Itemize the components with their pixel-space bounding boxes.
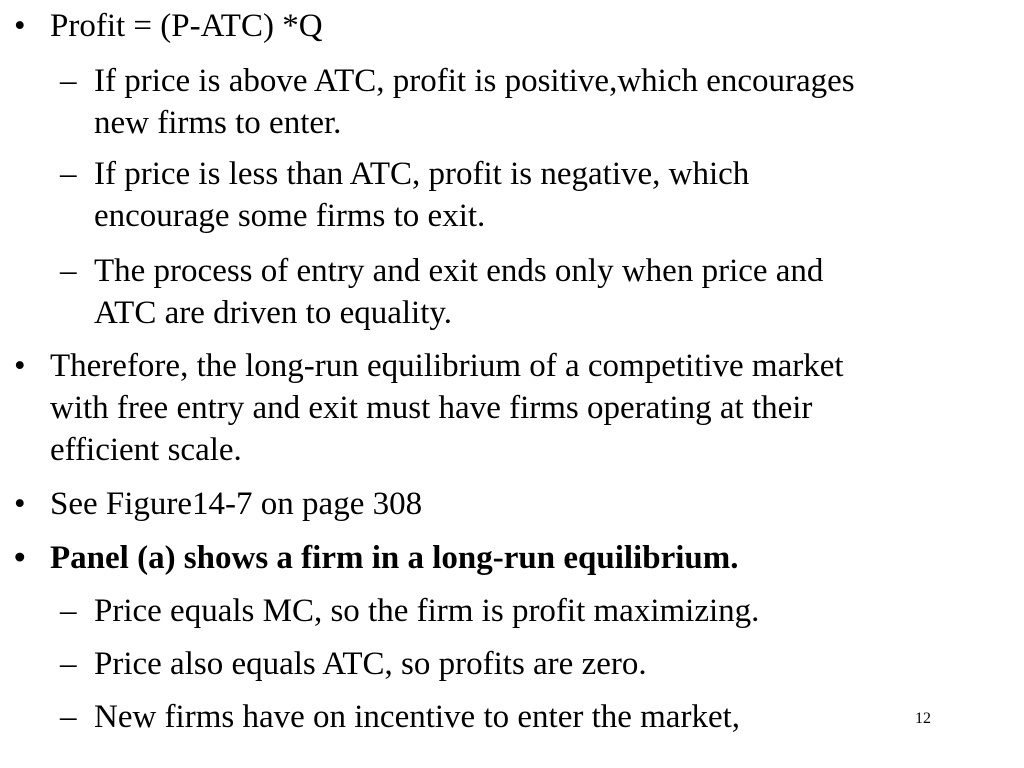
bullet-text-line: See Figure14-7 on page 308: [50, 486, 423, 522]
subbullet-text-line: New firms have on incentive to enter the market,: [94, 699, 741, 735]
dash-marker: –: [60, 63, 77, 99]
page-number: 12: [915, 710, 931, 727]
bullet-see-figure: [14, 483, 423, 525]
bullet-text-line: efficient scale.: [50, 432, 242, 468]
subbullet-no-incentive: [60, 696, 741, 738]
bullet-text-line: Therefore, the long-run equilibrium of a competitive market: [50, 348, 844, 384]
dash-marker: –: [60, 646, 77, 682]
dash-marker: –: [60, 593, 77, 629]
subbullet-text-line: ATC are driven to equality.: [94, 295, 453, 331]
dash-marker: –: [60, 699, 77, 735]
bullet-text-line: with free entry and exit must have firms operating at their: [50, 390, 813, 426]
subbullet-text-line: If price is less than ATC, profit is negative, which: [94, 156, 750, 192]
subbullet-price-equals-mc: [60, 590, 760, 632]
subbullet-price-above-atc: [60, 60, 855, 144]
dash-marker: –: [60, 253, 77, 289]
subbullet-text-line: encourage some firms to exit.: [94, 198, 486, 234]
bullet-marker: •: [14, 486, 26, 522]
subbullet-price-equals-atc: [60, 643, 647, 685]
bullet-text-line: Panel (a) shows a firm in a long-run equilibrium.: [50, 540, 739, 576]
bullet-marker: •: [14, 540, 26, 576]
subbullet-text-line: new firms to enter.: [94, 105, 342, 141]
bullet-profit-formula: [14, 5, 323, 47]
bullet-marker: •: [14, 348, 26, 384]
subbullet-entry-exit-process: [60, 250, 824, 334]
bullet-marker: •: [14, 8, 26, 44]
dash-marker: –: [60, 156, 77, 192]
subbullet-price-below-atc: [60, 153, 750, 237]
subbullet-text-line: The process of entry and exit ends only when price and: [94, 253, 824, 289]
subbullet-text-line: Price also equals ATC, so profits are zero.: [94, 646, 647, 682]
subbullet-text-line: If price is above ATC, profit is positive,which encourages: [94, 63, 855, 99]
bullet-panel-a: [14, 537, 739, 579]
bullet-long-run-equilibrium: [14, 345, 844, 471]
subbullet-text-line: Price equals MC, so the firm is profit maximizing.: [94, 593, 760, 629]
bullet-text-line: Profit = (P-ATC) *Q: [50, 8, 323, 44]
